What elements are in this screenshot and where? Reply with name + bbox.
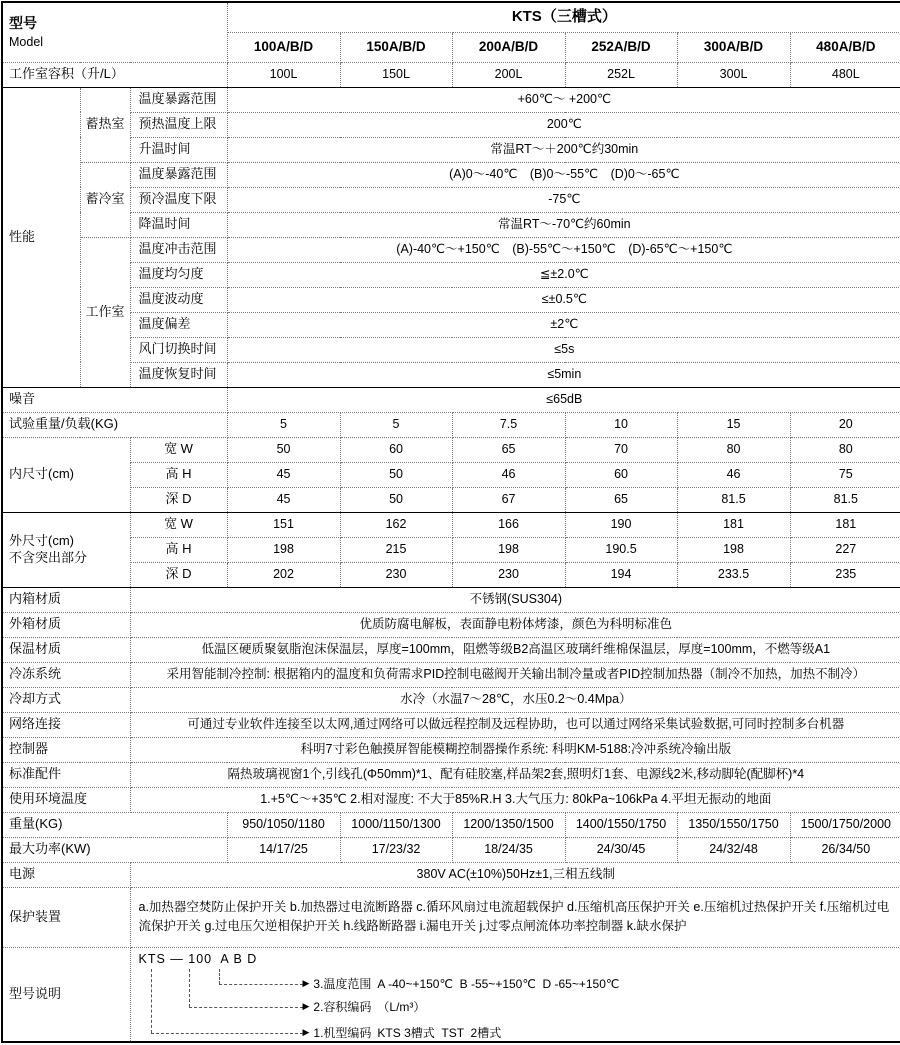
model-col-header: 300A/B/D	[677, 32, 790, 62]
max-power-value: 24/32/48	[677, 837, 790, 862]
test-load-label: 试验重量/负载(KG)	[2, 412, 227, 437]
dim-value: 166	[452, 512, 565, 537]
dim-value: 45	[227, 462, 340, 487]
model-header-cell	[2, 2, 227, 62]
max-power-value: 24/30/45	[565, 837, 677, 862]
row-value: 隔热玻璃视窗1个,引线孔(Φ50mm)*1、配有硅胶塞,样品架2套,照明灯1套、电源线2米,移动脚轮(配脚杯)*4	[130, 762, 900, 787]
dim-value: 215	[340, 537, 452, 562]
test-load-value: 20	[790, 412, 900, 437]
model-code-diagram-canvas	[131, 948, 900, 1042]
spec-value: ≤5s	[227, 337, 900, 362]
test-load-value: 5	[340, 412, 452, 437]
outer-dim-label-line2: 不含突出部分	[9, 549, 88, 565]
model-col-header: 200A/B/D	[452, 32, 565, 62]
dim-value: 230	[452, 562, 565, 587]
outer-dim-label	[2, 512, 130, 587]
dim-value: 70	[565, 437, 677, 462]
row-value: 不锈钢(SUS304)	[130, 587, 900, 612]
model-col-header: 252A/B/D	[565, 32, 677, 62]
dim-value: 50	[340, 462, 452, 487]
power-supply-label: 电源	[2, 862, 130, 887]
model-label-cn: 型号	[9, 15, 37, 31]
spec-name: 温度暴露范围	[130, 162, 227, 187]
row-value: 低温区硬质聚氨脂泡沫保温层，厚度=100mm，阻燃等级B2高温区玻璃纤维棉保温层，厚度=100mm，不燃等级A1	[130, 637, 900, 662]
legend-item-detail: A -40~+150℃ B -55~+150℃ D -65~+150℃	[377, 976, 620, 991]
legend-connector-line	[151, 969, 152, 1033]
row-label-refrigeration: 冷冻系统	[2, 662, 130, 687]
legend-item-name: 1.机型编码	[313, 1025, 372, 1040]
spec-name: 风门切换时间	[130, 337, 227, 362]
model-col-header: 100A/B/D	[227, 32, 340, 62]
legend-item	[303, 1000, 426, 1015]
inner-dim-label: 内尺寸(cm)	[2, 437, 130, 512]
dim-value: 67	[452, 487, 565, 512]
spec-name: 温度暴露范围	[130, 87, 227, 112]
performance-label: 性能	[2, 87, 80, 387]
row-value: 优质防腐电解板，表面静电粉体烤漆，颜色为科明标准色	[130, 612, 900, 637]
spec-value: +60℃～ +200℃	[227, 87, 900, 112]
row-label-accessories: 标准配件	[2, 762, 130, 787]
spec-value: 常温RT～＋200℃约30min	[227, 137, 900, 162]
dim-value: 162	[340, 512, 452, 537]
row-label-insulation: 保温材质	[2, 637, 130, 662]
weight-value: 1400/1550/1750	[565, 812, 677, 837]
group-label-work-chamber: 工作室	[80, 237, 130, 387]
dim-value: 233.5	[677, 562, 790, 587]
row-value: 水冷（水温7～28℃，水压0.2～0.4Mpa）	[130, 687, 900, 712]
row-label-outer-material: 外箱材质	[2, 612, 130, 637]
test-load-value: 5	[227, 412, 340, 437]
row-value: 科明7寸彩色触摸屏智能模糊控制器操作系统: 科明KM-5188:冷冲系统冷输出版	[130, 737, 900, 762]
row-label-cooling: 冷却方式	[2, 687, 130, 712]
model-code-diagram	[130, 947, 900, 1042]
row-value: 1.+5℃～+35℃ 2.相对湿度: 不大于85%R.H 3.大气压力: 80kPa~106kPa 4.平坦无振动的地面	[130, 787, 900, 812]
max-power-value: 14/17/25	[227, 837, 340, 862]
spec-value: (A)0～-40℃ (B)0～-55℃ (D)0～-65℃	[227, 162, 900, 187]
dim-value: 190	[565, 512, 677, 537]
dim-value: 60	[565, 462, 677, 487]
dim-value: 46	[677, 462, 790, 487]
protection-label: 保护装置	[2, 887, 130, 947]
series-title: KTS（三槽式）	[227, 2, 900, 32]
noise-value: ≤65dB	[227, 387, 900, 412]
dim-value: 151	[227, 512, 340, 537]
dim-name: 宽 W	[130, 512, 227, 537]
dim-value: 46	[452, 462, 565, 487]
dim-value: 181	[677, 512, 790, 537]
power-supply-value: 380V AC(±10%)50Hz±1,三相五线制	[130, 862, 900, 887]
weight-label: 重量(KG)	[2, 812, 227, 837]
dim-value: 50	[227, 437, 340, 462]
dim-value: 190.5	[565, 537, 677, 562]
arrow-right-icon: ▶	[302, 1027, 310, 1038]
group-label-heat-storage: 蓄热室	[80, 87, 130, 162]
weight-value: 1200/1350/1500	[452, 812, 565, 837]
spec-value: ≦±2.0℃	[227, 262, 900, 287]
dim-value: 60	[340, 437, 452, 462]
spec-name: 温度恢复时间	[130, 362, 227, 387]
test-load-value: 15	[677, 412, 790, 437]
dim-value: 181	[790, 512, 900, 537]
legend-item	[303, 977, 620, 992]
model-legend-label: 型号说明	[2, 947, 130, 1042]
arrow-right-icon: ▶	[302, 978, 310, 989]
dim-value: 230	[340, 562, 452, 587]
legend-connector-line	[189, 1007, 303, 1008]
max-power-label: 最大功率(KW)	[2, 837, 227, 862]
dim-value: 227	[790, 537, 900, 562]
dim-value: 194	[565, 562, 677, 587]
dim-name: 深 D	[130, 562, 227, 587]
dim-value: 80	[677, 437, 790, 462]
dim-value: 80	[790, 437, 900, 462]
weight-value: 1350/1550/1750	[677, 812, 790, 837]
dim-value: 235	[790, 562, 900, 587]
dim-name: 宽 W	[130, 437, 227, 462]
dim-name: 深 D	[130, 487, 227, 512]
spec-name: 降温时间	[130, 212, 227, 237]
model-label-en: Model	[9, 35, 44, 49]
legend-connector-line	[219, 984, 303, 985]
row-label-environment: 使用环境温度	[2, 787, 130, 812]
max-power-value: 26/34/50	[790, 837, 900, 862]
model-col-header: 150A/B/D	[340, 32, 452, 62]
row-label-inner-material: 内箱材质	[2, 587, 130, 612]
capacity-value: 100L	[227, 62, 340, 87]
capacity-value: 252L	[565, 62, 677, 87]
arrow-right-icon: ▶	[302, 1001, 310, 1012]
test-load-value: 10	[565, 412, 677, 437]
spec-name: 预热温度上限	[130, 112, 227, 137]
spec-value: 常温RT～-70℃约60min	[227, 212, 900, 237]
spec-table	[1, 1, 900, 1043]
dim-value: 50	[340, 487, 452, 512]
dim-value: 81.5	[677, 487, 790, 512]
spec-value: (A)-40℃～+150℃ (B)-55℃～+150℃ (D)-65℃～+150℃	[227, 237, 900, 262]
spec-value: ≤±0.5℃	[227, 287, 900, 312]
weight-value: 1500/1750/2000	[790, 812, 900, 837]
legend-connector-line	[151, 1033, 303, 1034]
capacity-value: 150L	[340, 62, 452, 87]
model-col-header: 480A/B/D	[790, 32, 900, 62]
spec-value: ±2℃	[227, 312, 900, 337]
spec-name: 预冷温度下限	[130, 187, 227, 212]
capacity-value: 200L	[452, 62, 565, 87]
spec-value: ≤5min	[227, 362, 900, 387]
spec-name: 温度冲击范围	[130, 237, 227, 262]
spec-name: 温度波动度	[130, 287, 227, 312]
max-power-value: 17/23/32	[340, 837, 452, 862]
spec-value: 200℃	[227, 112, 900, 137]
legend-item-detail: （L/m³）	[377, 999, 426, 1014]
spec-name: 温度偏差	[130, 312, 227, 337]
spec-name: 升温时间	[130, 137, 227, 162]
outer-dim-label-line1: 外尺寸(cm)	[9, 533, 74, 549]
dim-value: 198	[227, 537, 340, 562]
row-label-network: 网络连接	[2, 712, 130, 737]
legend-item-name: 2.容积编码	[313, 999, 372, 1014]
weight-value: 1000/1150/1300	[340, 812, 452, 837]
protection-value: a.加热器空焚防止保护开关 b.加热器过电流断路器 c.循环风扇过电流超载保护 d.压缩机高压保护开关 e.压缩机过热保护开关 f.压缩机过电流保护开关 g.过电压欠逆相保护开关 h.线路断路器 i.漏电开关 j.过零点闸流体功率控制器 k.缺水保护	[130, 887, 900, 947]
row-value: 采用智能制冷控制: 根据箱内的温度和负荷需求PID控制电磁阀开关输出制冷量或者PID控制加热器（制冷不加热，加热不制冷）	[130, 662, 900, 687]
legend-connector-line	[189, 969, 190, 1007]
row-label-controller: 控制器	[2, 737, 130, 762]
group-label-cold-storage: 蓄冷室	[80, 162, 130, 237]
dim-value: 198	[452, 537, 565, 562]
spec-value: -75℃	[227, 187, 900, 212]
dim-value: 202	[227, 562, 340, 587]
dim-value: 81.5	[790, 487, 900, 512]
capacity-value: 480L	[790, 62, 900, 87]
test-load-value: 7.5	[452, 412, 565, 437]
legend-item-detail: KTS 3槽式 TST 2槽式	[377, 1025, 502, 1040]
dim-value: 65	[452, 437, 565, 462]
legend-connector-line	[219, 969, 220, 984]
dim-name: 高 H	[130, 537, 227, 562]
noise-label: 噪音	[2, 387, 227, 412]
dim-name: 高 H	[130, 462, 227, 487]
row-value: 可通过专业软件连接至以太网,通过网络可以做远程控制及远程协助，也可以通过网络采集试验数据,可同时控制多台机器	[130, 712, 900, 737]
capacity-value: 300L	[677, 62, 790, 87]
legend-item-name: 3.温度范围	[313, 976, 372, 991]
dim-value: 198	[677, 537, 790, 562]
max-power-value: 18/24/35	[452, 837, 565, 862]
model-code-text: KTS — 100 A B D	[138, 951, 258, 966]
capacity-label: 工作室容积（升/L）	[2, 62, 227, 87]
dim-value: 45	[227, 487, 340, 512]
dim-value: 75	[790, 462, 900, 487]
spec-name: 温度均匀度	[130, 262, 227, 287]
weight-value: 950/1050/1180	[227, 812, 340, 837]
dim-value: 65	[565, 487, 677, 512]
legend-item	[303, 1026, 502, 1041]
